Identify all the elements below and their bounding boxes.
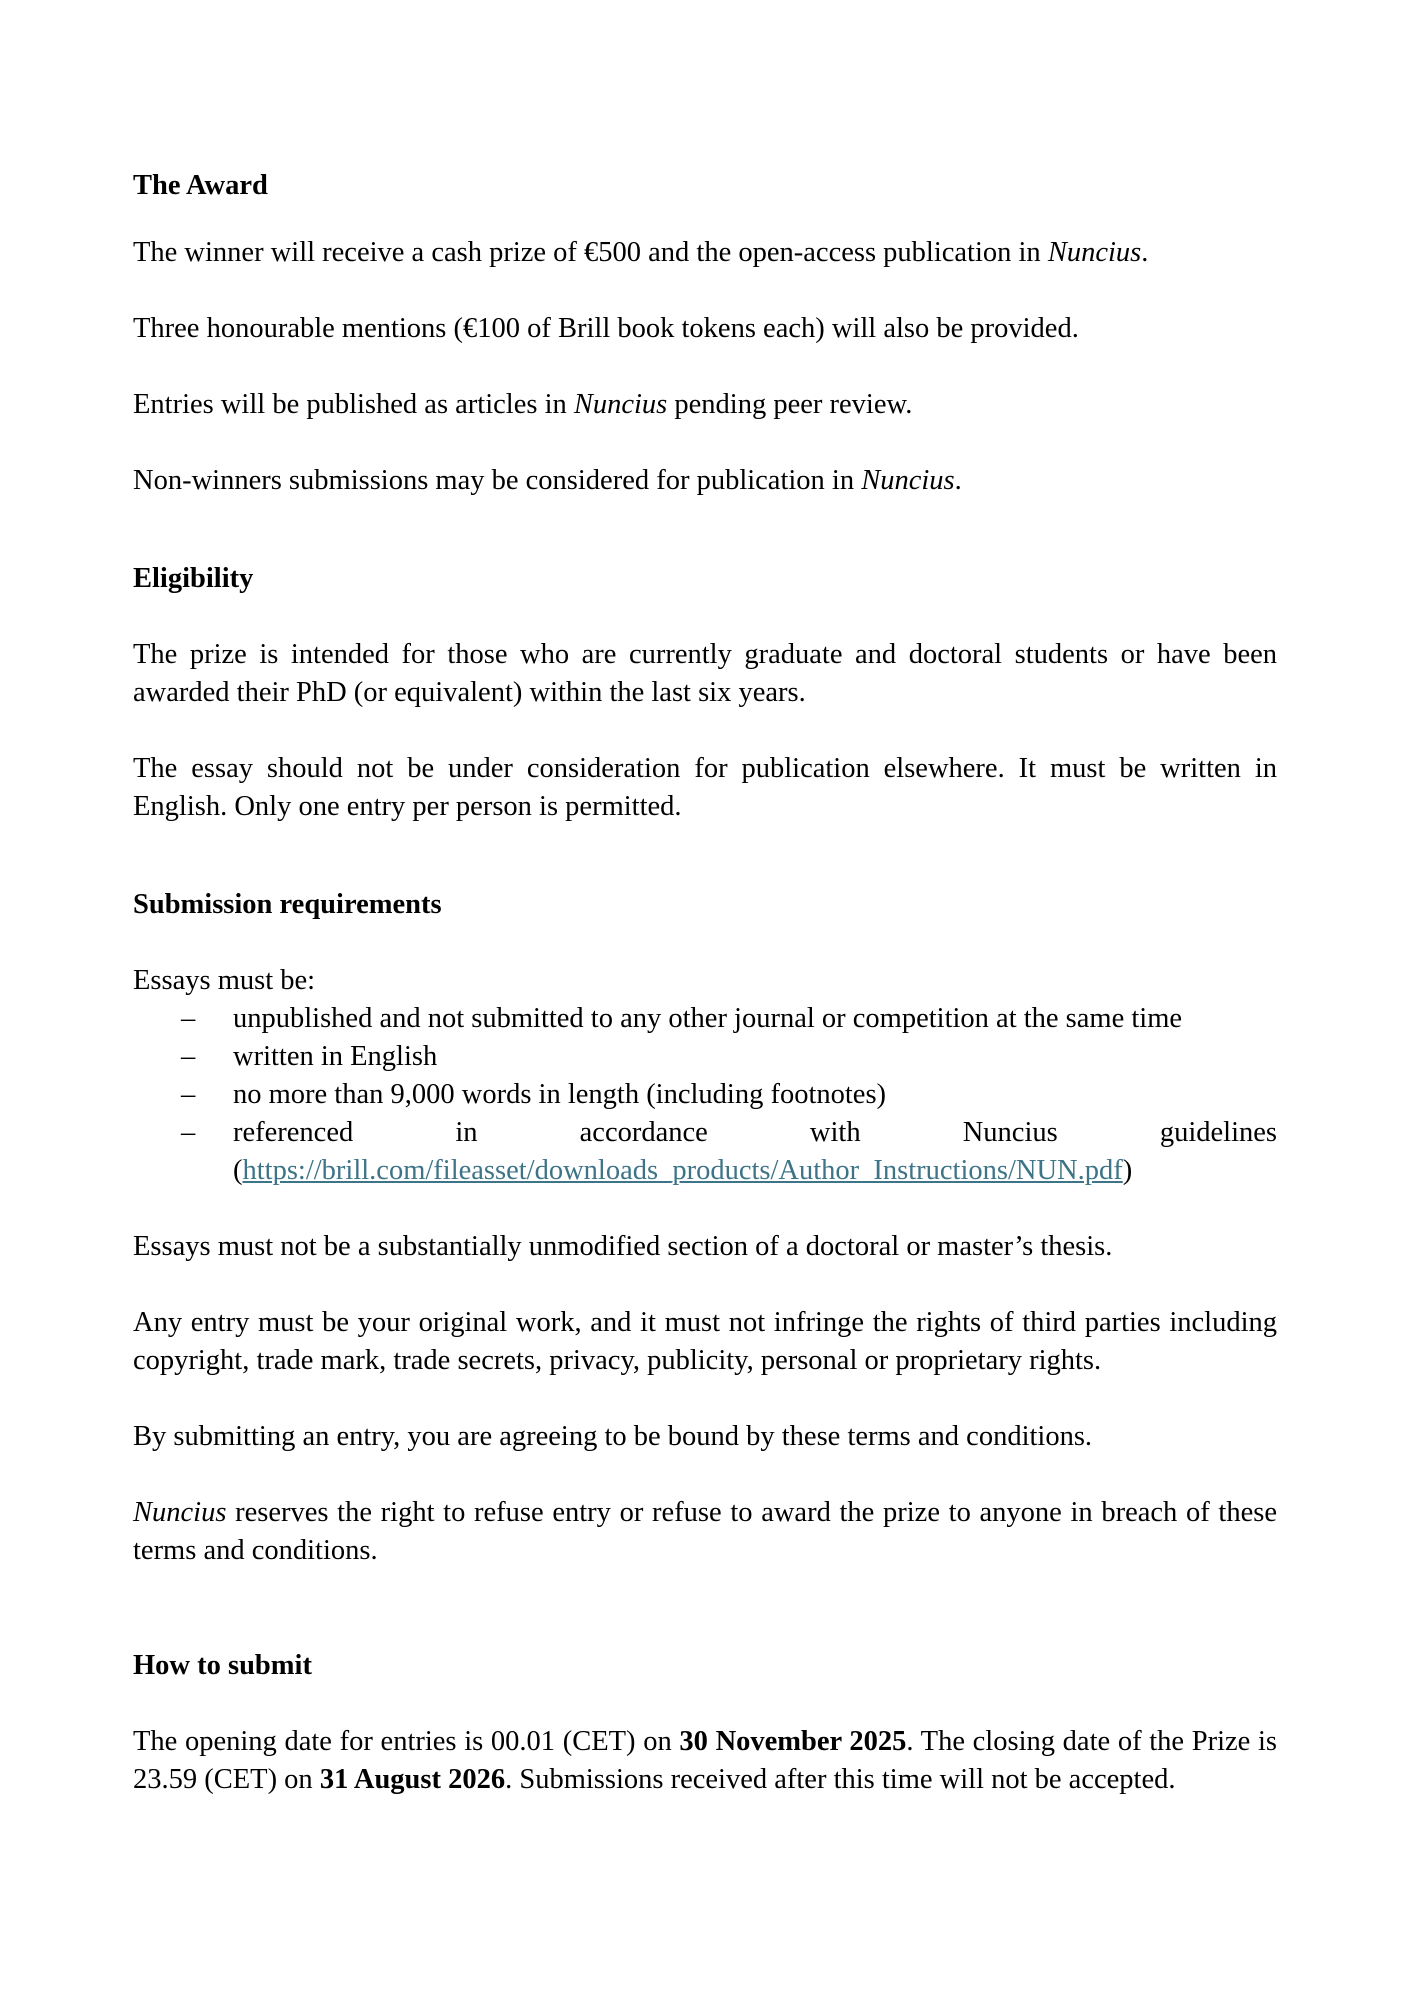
text-run: ) [1122,1155,1133,1186]
section-heading-how-to-submit: How to submit [133,1650,312,1681]
text-run: Non-winners submissions may be considered for publication in [133,465,862,496]
author-instructions-link[interactable]: https://brill.com/fileasset/downloads_products/Author_Instructions/NUN.pdf [242,1155,1123,1186]
text-run: The prize is intended for those who are currently graduate and doctoral students or have been awarded their PhD (or equivalent) within the last six years. [133,639,1277,708]
text-run: pending peer review. [667,389,913,420]
list-item [233,1076,1277,1114]
italic-text: Nuncius [573,389,668,420]
text-run: Any entry must be your original work, and it must not infringe the rights of third parties including copyright, trade mark, trade secrets, privacy, publicity, personal or proprietary rights. [133,1307,1277,1376]
text-run: no more than 9,000 words in length (including footnotes) [233,1079,887,1110]
list-item [233,1038,1277,1076]
paragraph [133,386,1277,424]
bold-text: 31 August 2026 [319,1764,506,1795]
section-heading-eligibility: Eligibility [133,563,254,594]
text-run: Three honourable mentions (€100 of Brill book tokens each) will also be provided. [133,313,1079,344]
text-run: By submitting an entry, you are agreeing to be bound by these terms and conditions. [133,1421,1093,1452]
text-run: reserves the right to refuse entry or refuse to award the prize to anyone in breach of these terms and conditions. [133,1497,1277,1566]
paragraph [133,750,1277,826]
text-run: . [1141,237,1149,268]
text-run: Essays must not be a substantially unmodified section of a doctoral or master’s thesis. [133,1231,1113,1262]
paragraph [133,1418,1277,1456]
text-run: referenced in accordance with Nuncius guidelines ( [233,1117,1277,1186]
text-run: Entries will be published as articles in [133,389,574,420]
italic-text: Nuncius [861,465,955,496]
paragraph [133,962,1277,1000]
text-run: The opening date for entries is 00.01 (CET) on [133,1726,680,1757]
section-heading-submission-requirements: Submission requirements [133,889,442,920]
section-heading-award: The Award [133,170,268,201]
text-run: The winner will receive a cash prize of €500 and the open-access publication in [133,237,1048,268]
text-run: . The closing date of the Prize is 23.59 (CET) on [133,1726,1277,1795]
italic-text: Nuncius [133,1497,227,1528]
text-run: . Submissions received after this time will not be accepted. [505,1764,1176,1795]
text-run: written in English [233,1041,438,1072]
paragraph [133,234,1277,272]
list-item [233,1000,1277,1038]
paragraph [133,636,1277,712]
requirements-list [133,1000,1277,1190]
italic-text: Nuncius [1047,237,1142,268]
paragraph [133,1304,1277,1380]
text-run: Essays must be: [133,965,316,996]
text-run: The essay should not be under consideration for publication elsewhere. It must be written in English. Only one entry per person is permitted. [133,753,1277,822]
text-run: unpublished and not submitted to any other journal or competition at the same time [233,1003,1183,1034]
paragraph [133,1723,1277,1799]
paragraph [133,1494,1277,1570]
paragraph [133,462,1277,500]
text-run: . [954,465,962,496]
paragraph [133,310,1277,348]
list-item [233,1114,1277,1190]
bold-text: 30 November 2025 [679,1726,907,1757]
paragraph [133,1228,1277,1266]
